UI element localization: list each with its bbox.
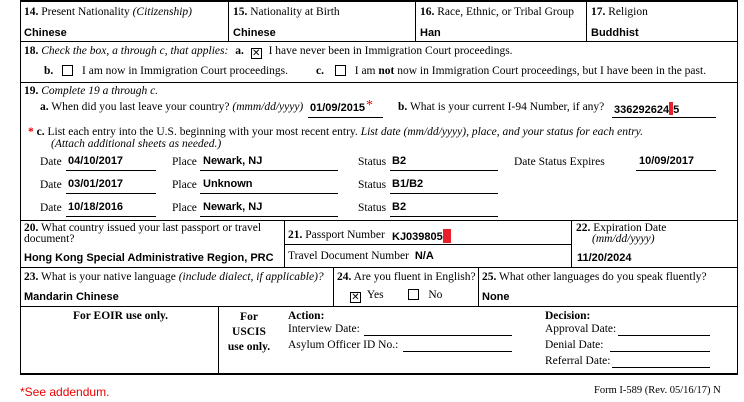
- q17-value[interactable]: Buddhist: [591, 27, 639, 39]
- q19a-value[interactable]: 01/09/2015: [310, 102, 366, 114]
- interview-date-label: Interview Date:: [288, 323, 360, 335]
- denial-date-label: Denial Date:: [545, 339, 604, 351]
- approval-date-label: Approval Date:: [545, 323, 617, 335]
- eoir-use-label: For EOIR use only.: [73, 310, 168, 322]
- entry-1-expires[interactable]: 10/09/2017: [639, 155, 695, 167]
- q19-instruction: 19. Complete 19 a through c.: [24, 85, 159, 97]
- q18-line2: b. I am now in Immigration Court proceedings.: [44, 65, 289, 77]
- q24-yes-checkbox[interactable]: ✕: [351, 292, 360, 303]
- q18b-checkbox[interactable]: [62, 65, 73, 76]
- entry-2-status[interactable]: B1/B2: [392, 178, 424, 190]
- q25-value[interactable]: None: [482, 291, 510, 303]
- q19b-value[interactable]: 336292624 5: [614, 104, 680, 116]
- entry-2-date[interactable]: 03/01/2017: [68, 178, 124, 190]
- q21-value[interactable]: KJ039805: [392, 229, 451, 243]
- q18c-checkbox[interactable]: [335, 65, 346, 76]
- entry-1-place[interactable]: Newark, NJ: [203, 155, 263, 167]
- q24-no-checkbox[interactable]: [408, 289, 419, 300]
- q15-label: 15. Nationality at Birth: [233, 6, 340, 18]
- approval-date-line[interactable]: [618, 335, 710, 336]
- decision-label: Decision:: [545, 310, 591, 322]
- entry-3-place[interactable]: Newark, NJ: [203, 201, 263, 213]
- entry-2-place[interactable]: Unknown: [203, 178, 253, 190]
- q14-value[interactable]: Chinese: [24, 27, 67, 39]
- q22-label: 22. Expiration Date (mm/dd/yyyy): [576, 222, 667, 245]
- form-number: Form I-589 (Rev. 05/16/17) N: [594, 385, 721, 396]
- q21-travel-label: Travel Document Number N/A: [288, 250, 434, 262]
- entry-1-date[interactable]: 04/10/2017: [68, 155, 124, 167]
- referral-date-line[interactable]: [612, 367, 710, 368]
- q18a-checkbox[interactable]: ✕: [251, 48, 261, 59]
- q19a-label: a. When did you last leave your country? (mmm/dd/yyyy): [40, 101, 304, 113]
- q23-value[interactable]: Mandarin Chinese: [24, 291, 119, 303]
- q15-value[interactable]: Chinese: [233, 27, 276, 39]
- entry-3-date[interactable]: 10/18/2016: [68, 201, 124, 213]
- q21-label: 21. Passport Number: [288, 229, 385, 241]
- entry-1-status[interactable]: B2: [392, 155, 407, 167]
- q16-label: 16. Race, Ethnic, or Tribal Group: [420, 6, 574, 18]
- q21-travel-value[interactable]: N/A: [414, 250, 434, 262]
- officer-id-label: Asylum Officer ID No.:: [288, 339, 399, 351]
- uscis-use-label: For USCIS use only.: [227, 311, 271, 353]
- denial-date-line[interactable]: [610, 351, 710, 352]
- q19c-attach: (Attach additional sheets as needed.): [51, 138, 222, 150]
- q16-value[interactable]: Han: [420, 27, 441, 39]
- q24-label: 24. Are you fluent in English?: [337, 271, 476, 283]
- interview-date-line[interactable]: [364, 335, 512, 336]
- q14-label: 14. Present Nationality (Citizenship): [24, 6, 193, 18]
- q17-label: 17. Religion: [591, 6, 648, 18]
- referral-date-label: Referral Date:: [545, 355, 611, 367]
- q19a-star: *: [366, 98, 373, 113]
- entry-3-status[interactable]: B2: [392, 201, 407, 213]
- q18-line2c: c. I am not now in Immigration Court proceedings, but I have been in the past.: [316, 65, 707, 77]
- officer-id-line[interactable]: [403, 351, 512, 352]
- q20-value[interactable]: Hong Kong Special Administrative Region, PRC: [24, 252, 274, 264]
- q22-value[interactable]: 11/20/2024: [577, 252, 632, 264]
- q25-label: 25. What other languages do you speak fluently?: [482, 271, 707, 283]
- q18-line1: 18. Check the box, a through c, that applies: a. ✕ I have never been in Immigration Court proceedings.: [24, 45, 513, 59]
- q24-options: ✕ Yes No: [351, 289, 443, 303]
- see-addendum-note: *See addendum.: [20, 385, 110, 399]
- q20-label: 20. What country issued your last passport or travel document?: [24, 222, 262, 245]
- q19c-label: * c. List each entry into the U.S. beginning with your most recent entry. List date (mm/dd/yyyy), place, and your status for each entry.: [28, 126, 644, 138]
- q23-label: 23. What is your native language (include dialect, if applicable)?: [24, 271, 324, 283]
- q19b-label: b. What is your current I-94 Number, if any?: [398, 101, 605, 113]
- action-label: Action:: [288, 310, 325, 322]
